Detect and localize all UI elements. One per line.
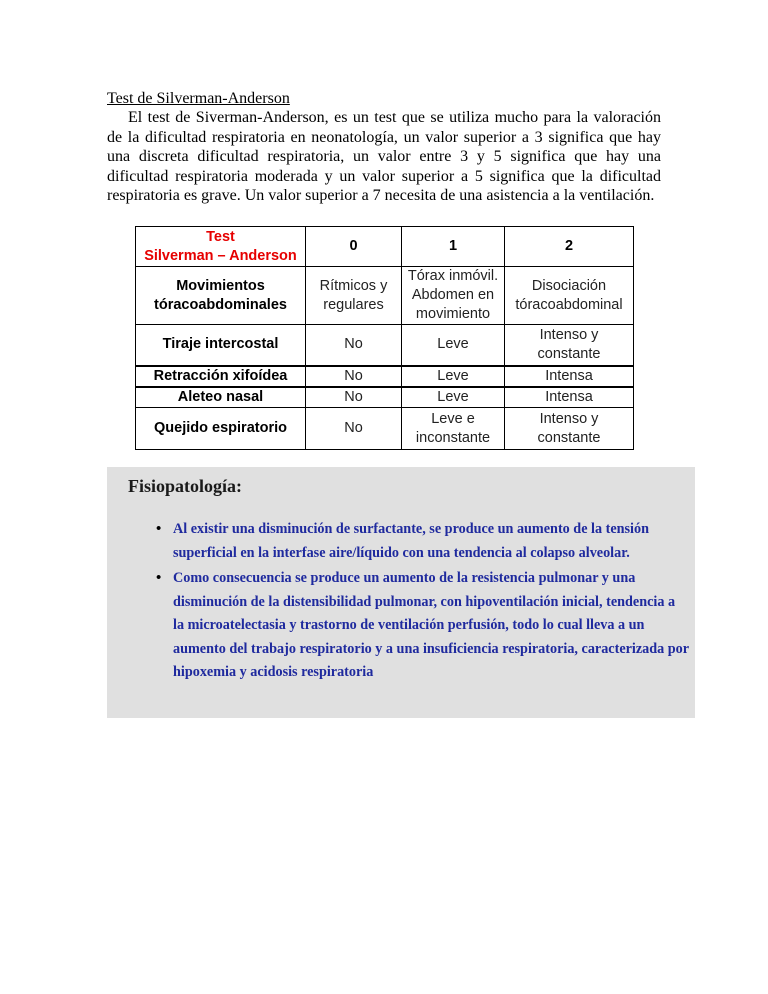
- table-cell: Leve: [402, 366, 505, 387]
- table-cell: Intensa: [505, 387, 634, 408]
- bullet-icon: •: [156, 570, 162, 586]
- list-item: [129, 518, 689, 565]
- fisiopatologia-box: [107, 467, 695, 718]
- table-title-line2: Silverman – Anderson: [144, 247, 297, 264]
- fisiopatologia-title: Fisiopatología:: [128, 476, 243, 496]
- row-label: Quejido espiratorio: [136, 408, 306, 450]
- table-title-cell: [136, 227, 306, 267]
- row-label: Tiraje intercostal: [136, 325, 306, 366]
- table-header-row: [136, 227, 634, 267]
- column-header-0: 0: [306, 227, 402, 267]
- row-label: Movimientos tóracoabdominales: [136, 267, 306, 325]
- row-label: Retracción xifoídea: [136, 366, 306, 387]
- intro-paragraph: El test de Siverman-Anderson, es un test que se utiliza mucho para la valoración de la dificultad respiratoria en neonatología, un valor superior a 3 significa que hay una discreta dificultad respiratoria, un valor entre 3 y 5 significa que hay una dificultad respiratoria moderada y un valor superior a 5 significa que la dificultad respiratoria es grave. Un valor superior a 7 necesita de una asistencia a la ventilación.: [107, 109, 661, 204]
- table-row: [136, 408, 634, 450]
- table-cell: Tórax inmóvil. Abdomen en movimiento: [402, 267, 505, 325]
- table-cell: Intenso y constante: [505, 325, 634, 366]
- table-cell: Leve: [402, 387, 505, 408]
- list-item-text: Al existir una disminución de surfactante, se produce un aumento de la tensión superficial en la interfase aire/líquido con una tendencia al colapso alveolar.: [173, 521, 649, 561]
- table-title-line1: Test: [206, 228, 235, 245]
- table-cell: No: [306, 408, 402, 450]
- fisiopatologia-list: [129, 518, 689, 687]
- table-cell: Rítmicos y regulares: [306, 267, 402, 325]
- table-cell: No: [306, 366, 402, 387]
- table-cell: Disociación tóracoabdominal: [505, 267, 634, 325]
- silverman-anderson-table: [135, 226, 634, 450]
- table-cell: Leve: [402, 325, 505, 366]
- table-cell: No: [306, 325, 402, 366]
- table-cell: Intensa: [505, 366, 634, 387]
- list-item-text: Como consecuencia se produce un aumento de la resistencia pulmonar y una disminución de la distensibilidad pulmonar, con hipoventilación inicial, tendencia a la microatelectasia y trastorno de ventilación perfusión, todo lo cual lleva a un aumento del trabajo respiratorio y a una insuficiencia respiratoria, caracterizada por hipoxemia y acidosis respiratoria: [173, 570, 689, 680]
- row-label: Aleteo nasal: [136, 387, 306, 408]
- table-row: [136, 325, 634, 366]
- bullet-icon: •: [156, 521, 162, 537]
- list-item: [129, 567, 689, 685]
- table-cell: Leve e inconstante: [402, 408, 505, 450]
- table-cell: No: [306, 387, 402, 408]
- column-header-2: 2: [505, 227, 634, 267]
- table-cell: Intenso y constante: [505, 408, 634, 450]
- table-row: [136, 267, 634, 325]
- table-row: [136, 387, 634, 408]
- column-header-1: 1: [402, 227, 505, 267]
- page-heading: Test de Silverman-Anderson: [107, 90, 290, 107]
- table-row: [136, 366, 634, 387]
